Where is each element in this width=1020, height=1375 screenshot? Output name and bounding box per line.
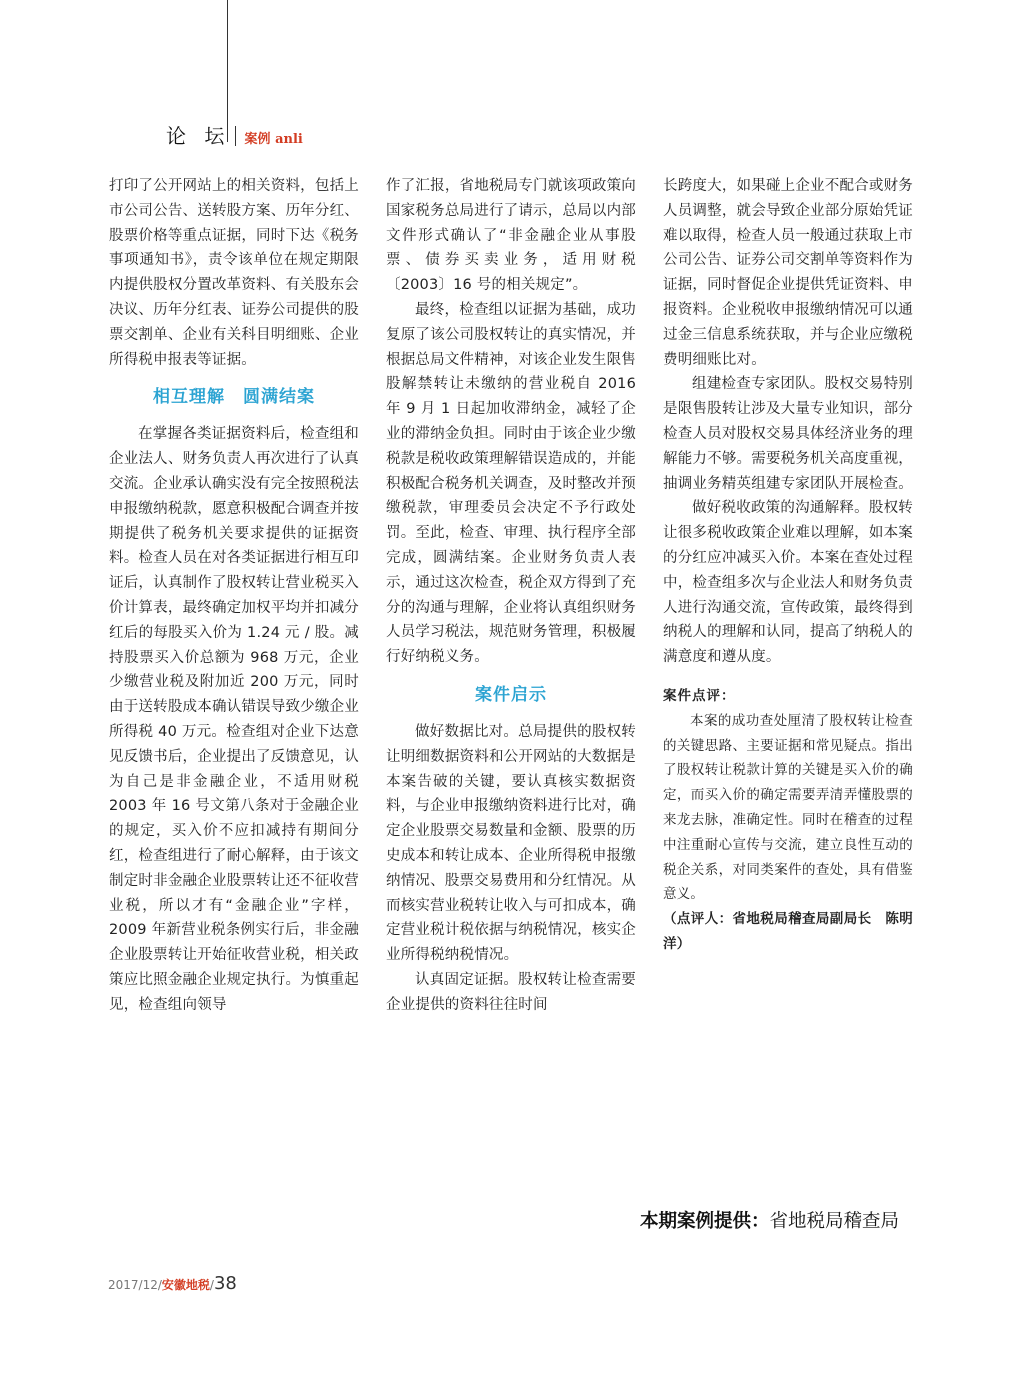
paragraph: 长跨度大，如果碰上企业不配合或财务人员调整，就会导致企业部分原始凭证难以取得，检查人员一般通过获取上市公司公告、证券公司交割单等资料作为证据，同时督促企业提供凭证资料、申报资料。企业税收申报缴纳情况可以通过金三信息系统获取，并与企业应缴税费明细账比对。 bbox=[663, 178, 913, 368]
paragraph: 做好税收政策的沟通解释。股权转让很多税收政策企业难以理解，如本案的分红应冲减买入价。本案在查处过程中，检查组多次与企业法人和财务负责人进行沟通交流，宣传政策，最终得到纳税人的理解和认同，提高了纳税人的满意度和遵从度。 bbox=[663, 500, 913, 666]
column-3 bbox=[663, 174, 913, 957]
page-header bbox=[166, 120, 303, 149]
page-number: 38 bbox=[213, 1273, 237, 1294]
column-1 bbox=[109, 174, 359, 1018]
magazine-name: 安徽地税 bbox=[161, 1278, 210, 1292]
case-comment-body: 本案的成功查处厘清了股权转让检查的关键思路、主要证据和常见疑点。指出了股权转让税款计算的关键是买入价的确定，而买入价的确定需要弄清弄懂股票的来龙去脉，准确定性。同时在稽查的过程中注重耐心宣传与交流，建立良性互动的税企关系，对同类案件的查处，具有借鉴意义。 bbox=[663, 712, 913, 903]
case-provider bbox=[640, 1207, 899, 1233]
paragraph: 做好数据比对。总局提供的股权转让明细数据资料和公开网站的大数据是本案告破的关键，要认真核实数据资料，与企业申报缴纳资料进行比对，确定企业股票交易数量和金额、股票的历史成本和转让成本、企业所得税申报缴纳情况、股票交易费用和分红情况。从而核实营业税转让收入与可扣成本，确定营业税计税依据与纳税情况，核实企业所得税纳税情况。 bbox=[386, 723, 636, 964]
paragraph: 组建检查专家团队。股权交易特别是限售股转让涉及大量专业知识，部分检查人员对股权交易具体经济业务的理解能力不够。需要税务机关高度重视，抽调业务精英组建专家团队开展检查。 bbox=[663, 376, 913, 492]
page-footer bbox=[108, 1273, 237, 1294]
category-label: 案例 anli bbox=[244, 132, 303, 147]
paragraph: 认真固定证据。股权转让检查需要企业提供的资料往往时间 bbox=[386, 971, 636, 1013]
paragraph: 作了汇报，省地税局专门就该项政策向国家税务总局进行了请示，总局以内部文件形式确认了“非金融企业从事股票、债券买卖业务，适用财税〔2003〕16 号的相关规定”。 bbox=[386, 178, 636, 294]
paragraph: 打印了公开网站上的相关资料，包括上市公司公告、送转股方案、历年分红、股票价格等重点证据，同时下达《税务事项通知书》，责令该单位在规定期限内提供股权分置改革资料、有关股东会决议、历年分红表、证券公司提供的股票交割单、企业有关科目明细账、企业所得税申报表等证据。 bbox=[109, 178, 359, 368]
section-heading-case-insights: 案件启示 bbox=[475, 684, 547, 705]
commenter-attribution: （点评人：省地税局稽查局副局长 陈明洋） bbox=[663, 911, 913, 952]
paragraph: 在掌握各类证据资料后，检查组和企业法人、财务负责人再次进行了认真交流。企业承认确实没有完全按照税法申报缴纳税款，愿意积极配合调查并按期提供了税务机关要求提供的证据资料。检查人员在对各类证据进行相互印证后，认真制作了股权转让营业税买入价计算表，最终确定加权平均并扣减分红后的每股买入价为 1.24 元 / 股。减持股票买入价总额为 968 万元，企业少缴营业税及附加近 200 万元，同时由于送转股成本确认错误导致少缴企业所得税 40 万元。检查组对企业下达意见反馈书后，企业提出了反馈意见，认为自己是非金融企业，不适用财税 2003 年 16 号文第八条对于金融企业的规定，买入价不应扣减持有期间分红，检查组进行了耐心解释，由于该文制定时非金融企业股票转让还不征收营业税，所以才有“金融企业”字样，2009 年新营业税条例实行后，非金融企业股票转让开始征收营业税，相关政策应比照金融企业规定执行。为慎重起见，检查组向领导 bbox=[109, 426, 359, 1013]
header-separator bbox=[235, 126, 236, 146]
column-2 bbox=[386, 174, 636, 1018]
issue-date: 2017/12/ bbox=[108, 1278, 162, 1292]
case-provider-label: 本期案例提供： bbox=[640, 1211, 770, 1232]
footer-slash: / bbox=[209, 1278, 214, 1292]
case-comment-title: 案件点评： bbox=[663, 687, 736, 704]
section-title: 论 坛 bbox=[166, 124, 231, 148]
section-heading-understanding: 相互理解 圆满结案 bbox=[153, 387, 315, 408]
paragraph: 最终，检查组以证据为基础，成功复原了该公司股权转让的真实情况，并根据总局文件精神，对该企业发生限售股解禁转让未缴纳的营业税自 2016 年 9 月 1 日起加收滞纳金，减轻了企业的滞纳金负担。同时由于该企业少缴税款是税收政策理解错误造成的，并能积极配合税务机关调查，及时整改并预缴税款，审理委员会决定不予行政处罚。至此，检查、审理、执行程序全部完成，圆满结案。企业财务负责人表示，通过这次检查，税企双方得到了充分的沟通与理解，企业将认真组织财务人员学习税法，规范财务管理，积极履行好纳税义务。 bbox=[386, 301, 636, 666]
case-provider-value: 省地税局稽查局 bbox=[769, 1211, 900, 1232]
